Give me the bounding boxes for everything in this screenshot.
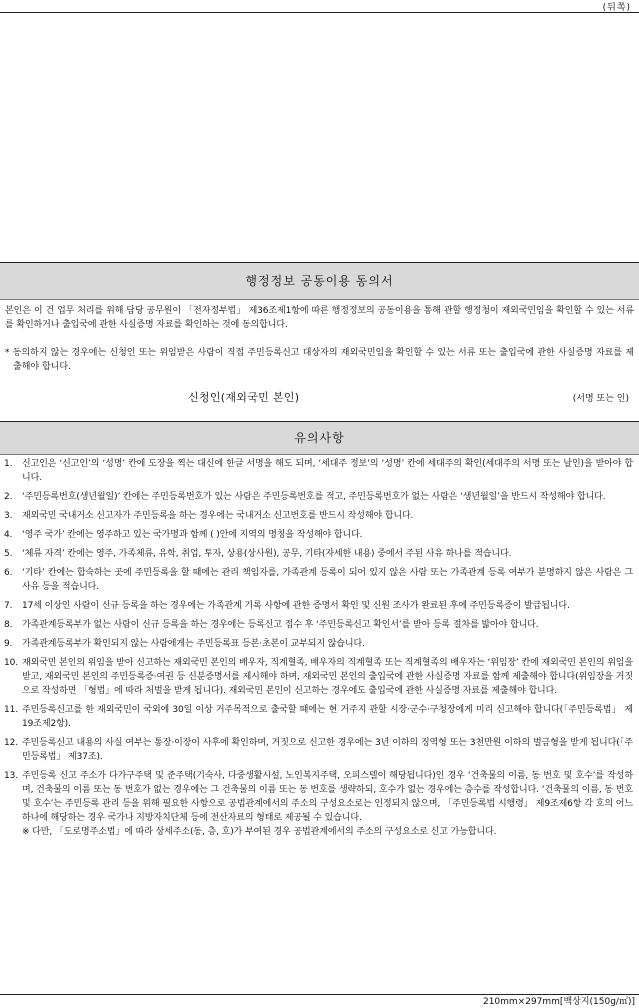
- notes-list: [4, 457, 633, 844]
- applicant-sign-row: [0, 389, 639, 411]
- consent-title: 행정정보 공동이용 동의서: [0, 262, 639, 300]
- note-text: 가족관계등록부가 없는 사람이 신규 등록을 하는 경우에는 등록신고 접수 후 ‘주민등록신고 확인서’를 받아 등록 절차를 밟아야 합니다.: [22, 620, 539, 630]
- blank-area: [0, 14, 639, 260]
- note-number: 5.: [4, 549, 13, 559]
- note-item: [4, 490, 633, 504]
- note-item: [4, 457, 633, 485]
- note-number: 12.: [4, 738, 19, 748]
- note-item: [4, 599, 633, 613]
- consent-body: 본인은 이 건 업무 처리를 위해 담당 공무원이 「전자정부법」 제36조제1항에 따른 행정정보의 공동이용을 통해 관할 행정청이 재외국민임을 확인할 수 있는 서류를 확인하거나 출입국에 관한 사실증명 자료를 확인하는 것에 동의합니다.: [5, 306, 634, 330]
- note-number: 13.: [4, 771, 19, 781]
- note-number: 3.: [4, 511, 13, 521]
- note-text: 주민등록 신고 주소가 다가구주택 및 준주택(기숙사, 다중생활시설, 노인복지주택, 오피스텔이 해당됩니다)인 경우 ‘건축물의 이름, 동 번호 및 호수’를 작성하며, 건축물의 이름 또는 동 번호가 없는 경우에는 그 건축물의 이름 또는 동 번호를 생략하되, 호수가 없는 경우에는 층수를 작성합니다. ‘건축물의 이름, 동 번호 및 호수’는 주민등록 관리 등을 위해 필요한 사항으로 공법관계에서의 주소의 구성요소로는 인정되지 않으며, 「주민등록법 시행령」 제9조제6항 각 호의 어느 하나에 해당하는 경우 국가나 지방자치단체 등에 전산자료의 형태로 제공될 수 있습니다.: [22, 771, 633, 823]
- note-text: 17세 이상인 사람이 신규 등록을 하는 경우에는 가족관계 기록 사항에 관한 증명서 확인 및 신원 조사가 완료된 후에 주민등록증이 발급됩니다.: [22, 601, 570, 611]
- note-number: 6.: [4, 568, 13, 578]
- note-item: [4, 509, 633, 523]
- note-item: [4, 736, 633, 764]
- top-border: [0, 12, 639, 13]
- note-item: [4, 637, 633, 651]
- note-number: 2.: [4, 492, 13, 502]
- note-text: 주민등록신고 내용의 사실 여부는 통장·이장이 사후에 확인하며, 거짓으로 신고한 경우에는 3년 이하의 징역형 또는 3천만원 이하의 벌금형을 받게 됩니다(「주민등록법」 제37조).: [22, 738, 633, 762]
- notes-title: 유의사항: [0, 421, 639, 455]
- note-text: ‘기타’ 칸에는 합숙하는 곳에 주민등록을 할 때에는 관리 책임자를, 가족관계 등록이 되어 있지 않은 사람 또는 가족관계 등록 여부가 분명하지 않은 사람은 그 사유 등을 적습니다.: [22, 568, 633, 592]
- note-item: [4, 566, 633, 594]
- note-number: 7.: [4, 601, 13, 611]
- consent-note: * 동의하지 않는 경우에는 신청인 또는 위임받은 사람이 직접 주민등록신고 대상자의 재외국민임을 확인할 수 있는 서류 또는 출입국에 관한 사실증명 자료를 제출해야 합니다.: [5, 348, 634, 372]
- sign-mark: (서명 또는 인): [572, 394, 629, 404]
- note-item: [4, 769, 633, 839]
- note-item: [4, 547, 633, 561]
- note-text: 재외국민 본인의 위임을 받아 신고하는 재외국민 본인의 배우자, 직계혈족, 배우자의 직계혈족 또는 직계혈족의 배우자는 ‘위임장’ 칸에 재외국민 본인의 위임을 받고, 재외국민 본인의 주민등록증·여권 등 신분증명서를 제시해야 하며, 재외국민 본인의 출입국에 관한 사실증명 자료를 함께 제출해야 합니다(위임장을 거짓으로 작성하면 「형법」에 따라 처벌을 받게 됩니다). 재외국민 본인이 신고하는 경우에도 출입국에 관한 사실증명 자료를 제출해야 합니다.: [22, 658, 633, 696]
- note-number: 11.: [4, 705, 19, 715]
- note-subtext: ※ 다만, 「도로명주소법」에 따라 상세주소(동, 층, 호)가 부여된 경우 공법관계에서의 주소의 구성요소로 신고 가능합니다.: [22, 827, 497, 837]
- note-text: ‘체류 자격’ 칸에는 영주, 가족체류, 유학, 취업, 투자, 상용(상사원), 공무, 기타(자세한 내용) 중에서 주된 사유 하나를 적습니다.: [22, 549, 512, 559]
- note-text: 가족관계등록부가 확인되지 않는 사람에게는 주민등록표 등본·초본이 교부되지 않습니다.: [22, 639, 365, 649]
- note-item: [4, 656, 633, 698]
- paper-spec: 210mm×297mm[백상지(150g/㎡)]: [482, 997, 635, 1007]
- note-text: 재외국민 국내거소 신고자가 주민등록을 하는 경우에는 국내거소 신고번호를 반드시 작성해야 합니다.: [22, 511, 414, 521]
- note-number: 1.: [4, 459, 13, 469]
- note-item: [4, 618, 633, 632]
- note-text: ‘주민등록번호(생년월일)’ 칸에는 주민등록번호가 있는 사람은 주민등록번호를 적고, 주민등록번호가 없는 사람은 ‘생년월일’을 반드시 작성해야 합니다.: [22, 492, 606, 502]
- note-text: 신고인은 ‘신고인’의 ‘성명’ 칸에 도장을 찍는 대신에 한글 서명을 해도 되며, ‘세대주 정보’의 ‘성명’ 칸에 세대주의 확인(세대주의 서명 또는 날인)을 받아야 합니다.: [22, 459, 633, 483]
- applicant-label: 신청인(재외국민 본인): [188, 391, 300, 404]
- note-text: 주민등록신고를 한 재외국민이 국외에 30일 이상 거주목적으로 출국할 때에는 현 거주지 관할 시장·군수·구청장에게 미리 신고해야 합니다(「주민등록법」 제19조제2항).: [22, 705, 633, 729]
- note-number: 9.: [4, 639, 13, 649]
- back-side-label: (뒤쪽): [602, 3, 631, 13]
- note-text: ‘영주 국가’ 칸에는 영주하고 있는 국가명과 함께 ( )안에 지역의 명칭을 작성해야 합니다.: [22, 530, 363, 540]
- note-number: 8.: [4, 620, 13, 630]
- note-item: [4, 528, 633, 542]
- note-item: [4, 703, 633, 731]
- note-number: 10.: [4, 658, 19, 668]
- note-number: 4.: [4, 530, 13, 540]
